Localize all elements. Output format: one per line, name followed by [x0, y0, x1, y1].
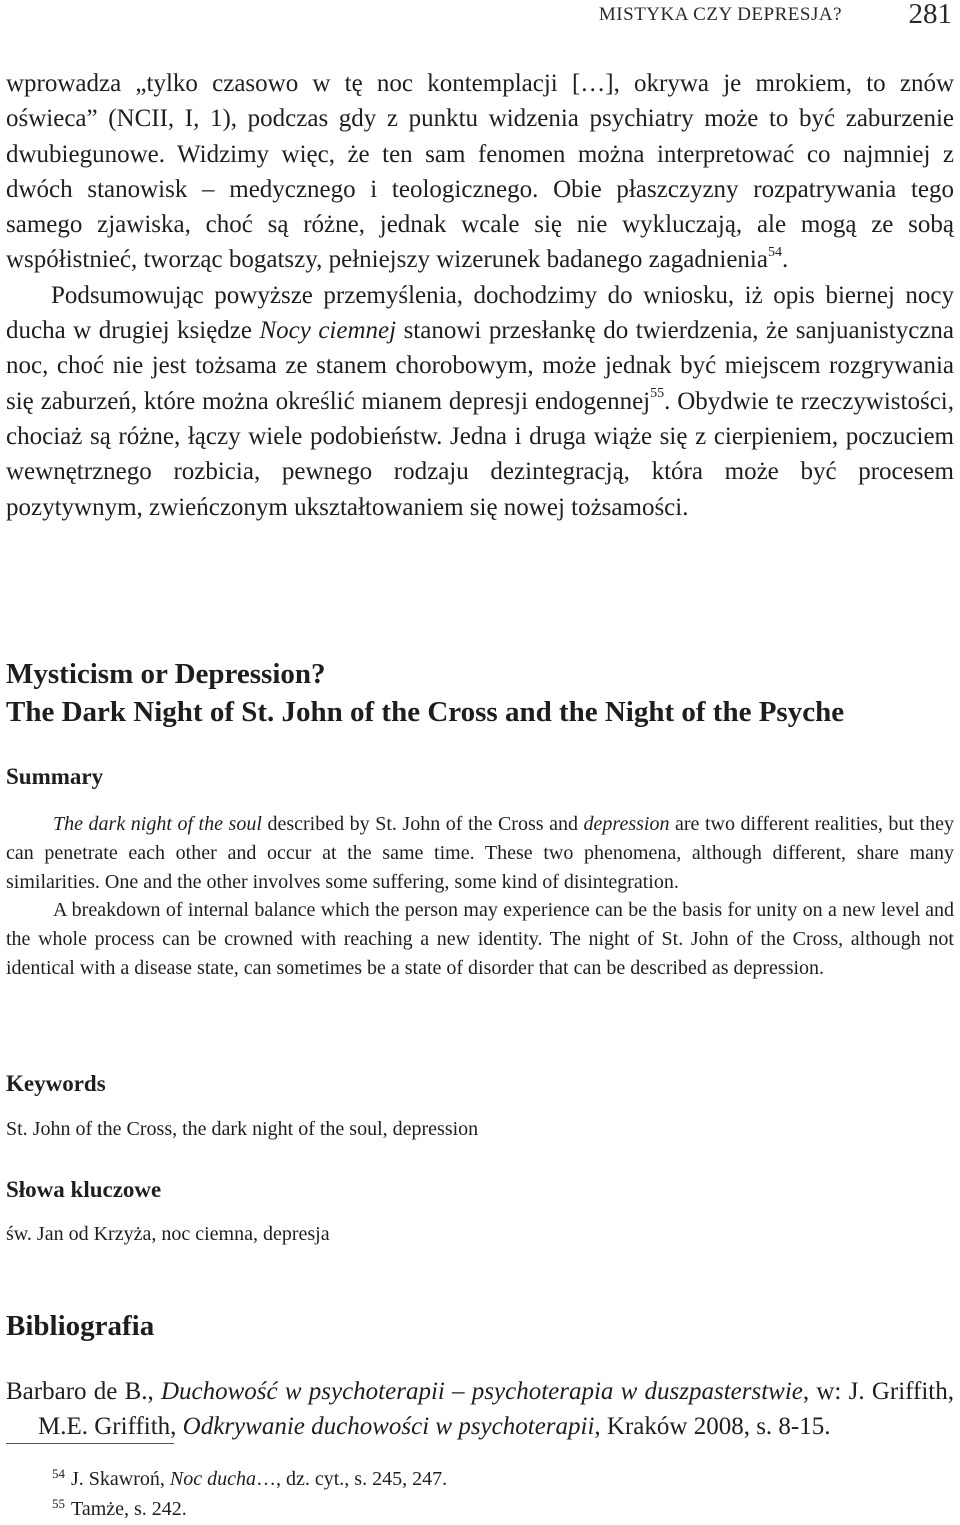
summary-paragraph-1 [6, 810, 954, 896]
text-run: J. Skawroń, [71, 1468, 170, 1490]
footnotes [52, 1465, 447, 1525]
text-run: are two different realities, but they can penetrate each other and occur at the same time. These two phenomena, although different, share many similarities. One and the other involves some suffering, some kind of disintegration. [6, 813, 954, 893]
text-run: stanowi przesłankę do twierdzenia, że sanjuanistyczna noc, choć nie jest tożsama ze stanem chorobowym, może jednak być miejscem rozgrywania się zaburzeń, które można określić mianem depresji endogennej [6, 317, 954, 415]
text-run: , Kraków 2008, s. 8-15. [594, 1413, 831, 1440]
keywords-heading: Keywords [6, 1071, 106, 1096]
running-head [6, 0, 954, 36]
english-title-line-2: The Dark Night of St. John of the Cross and the Night of the Psyche [6, 696, 845, 728]
italic-run: Duchowość w psychoterapii – psychoterapia w duszpasterstwie [160, 1378, 803, 1405]
summary [6, 810, 954, 983]
english-title-line-1: Mysticism or Depression? [6, 658, 326, 690]
footnote-text [71, 1468, 447, 1490]
slowa-kluczowe-text: św. Jan od Krzyża, noc ciemna, depresja [6, 1223, 330, 1245]
italic-run: Nocy ciemnej [259, 317, 397, 345]
bibliografia-heading: Bibliografia [6, 1310, 155, 1342]
body-paragraph-1 [6, 66, 954, 278]
italic-run: Odkrywanie duchowości w psychoterapii [182, 1413, 595, 1440]
summary-heading: Summary [6, 764, 104, 789]
page-number: 281 [908, 0, 952, 30]
text-run: . Obydwie te rzeczywistości, chociaż są różne, łączy wiele podobieństw. Jedna i druga wiąże się z cierpieniem, poczuciem wewnętrznego rozbicia, pewnego rodzaju dezintegracją, która może być procesem pozytywnym, zwieńczonym ukształtowaniem się nowej tożsamości. [6, 387, 954, 521]
text-run: described by St. John of the Cross and [261, 813, 584, 835]
footnote-number: 54 [52, 1466, 65, 1481]
text-run: , w: J. Griffith, M.E. Griffith, [38, 1378, 954, 1440]
keywords-text: St. John of the Cross, the dark night of the soul, depression [6, 1118, 479, 1140]
italic-run: The dark night of the soul [53, 813, 262, 835]
footnote-ref: 54 [767, 245, 782, 261]
footnote-54 [52, 1465, 447, 1495]
body-paragraph-2 [6, 278, 954, 525]
text-run: . [781, 246, 789, 274]
body-text [6, 66, 954, 525]
slowa-kluczowe-heading: Słowa kluczowe [6, 1177, 162, 1202]
text-run: Podsumowując powyższe przemyślenia, dochodzimy do wniosku, iż opis biernej nocy ducha w drugiej księdze [6, 281, 954, 345]
footnote-number: 55 [52, 1496, 65, 1511]
italic-run: depression [583, 813, 670, 835]
footnote-text [71, 1498, 187, 1520]
italic-run: Noc ducha [169, 1468, 256, 1490]
footnote-divider [6, 1443, 174, 1444]
text-run: …, dz. cyt., s. 245, 247. [255, 1468, 448, 1490]
english-title [6, 655, 954, 731]
running-title: MISTYKA CZY DEPRESJA? [598, 4, 842, 25]
text-run: Tamże, s. 242. [71, 1498, 187, 1520]
summary-paragraph-2 [6, 896, 954, 982]
text-run: wprowadza „tylko czasowo w tę noc kontemplacji […], okrywa je mrokiem, to znów oświeca” (NCII, I, 1), podczas gdy z punktu widzenia psychiatry może to być zaburzenie dwubiegunowe. Widzimy więc, że ten sam fenomen można interpretować co najmniej z dwóch stanowisk – medycznego i teologicznego. Obie płaszczyzny rozpatrywania tego samego zjawiska, choć są różne, jednak wcale się nie wykluczają, ale mogą ze sobą współistnieć, tworząc bogatszy, pełniejszy wizerunek badanego zagadnienia [6, 70, 954, 274]
text-run: Barbaro de B., [6, 1378, 161, 1405]
text-run: A breakdown of internal balance which the person may experience can be the basis for unity on a new level and the whole process can be crowned with reaching a new identity. The night of St. John of the Cross, although not identical with a disease state, can sometimes be a state of disorder that can be described as depression. [6, 899, 954, 979]
bibliography-entry [6, 1374, 954, 1444]
footnote-ref: 55 [650, 386, 665, 402]
